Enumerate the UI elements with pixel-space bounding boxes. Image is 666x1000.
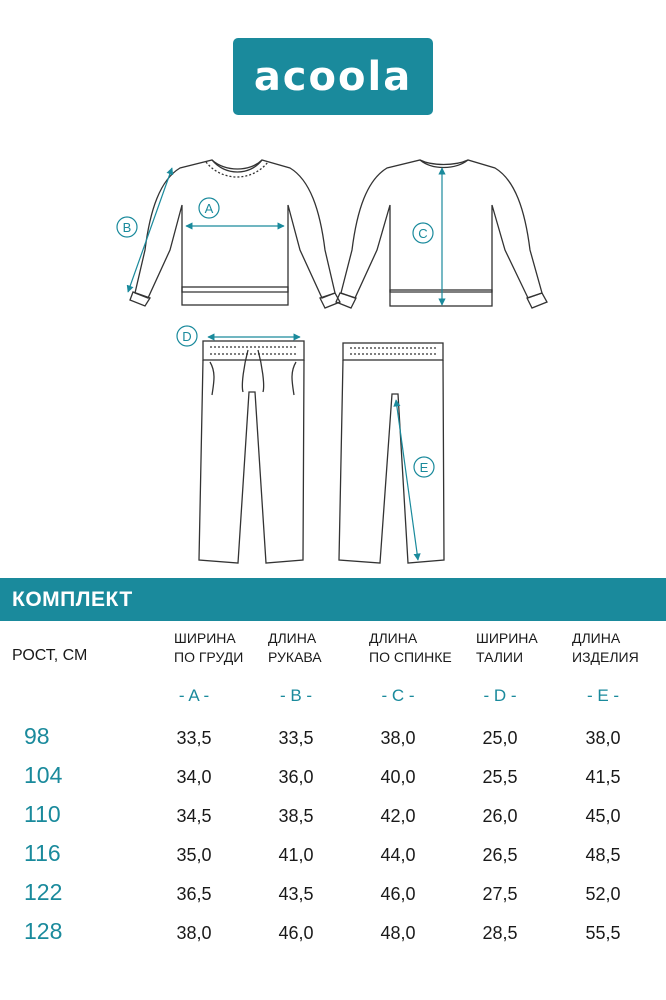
table-cell: 48,0 <box>380 923 416 943</box>
table-cell: 45,0 <box>585 806 621 826</box>
pants-back <box>339 343 444 563</box>
column-header-line: РУКАВА <box>268 649 322 665</box>
column-header-line: ДЛИНА <box>268 630 317 646</box>
row-size: 116 <box>24 840 61 866</box>
table-cell: 26,5 <box>482 845 518 865</box>
table-cell: 38,5 <box>278 806 314 826</box>
table-cell: 34,5 <box>176 806 212 826</box>
column-letter-c: - C - <box>381 686 415 705</box>
table-cell: 46,0 <box>278 923 314 943</box>
column-header-line: ТАЛИИ <box>476 649 524 665</box>
table-cell: 38,0 <box>176 923 212 943</box>
sweatshirt-front <box>130 160 340 308</box>
column-letter-e: - E - <box>586 686 620 705</box>
row-size: 128 <box>24 918 63 944</box>
section-title: КОМПЛЕКТ <box>12 588 133 611</box>
column-header-garment-length <box>572 629 639 667</box>
badge-c: C <box>418 226 428 241</box>
table-cell: 35,0 <box>176 845 212 865</box>
section-band <box>0 578 666 621</box>
column-header-line: ПО ГРУДИ <box>174 649 244 665</box>
badge-b: B <box>122 220 132 235</box>
row-size: 122 <box>24 879 63 905</box>
table-cell: 52,0 <box>585 884 621 904</box>
brand-logo-text: acoola <box>253 53 413 100</box>
row-size: 104 <box>24 762 63 788</box>
pants-front <box>199 341 304 563</box>
table-cell: 46,0 <box>380 884 416 904</box>
table-cell: 41,5 <box>585 767 621 787</box>
table-cell: 36,0 <box>278 767 314 787</box>
table-cell: 43,5 <box>278 884 314 904</box>
table-cell: 44,0 <box>380 845 416 865</box>
table-cell: 55,5 <box>585 923 621 943</box>
table-cell: 40,0 <box>380 767 416 787</box>
column-letter-d: - D - <box>483 686 517 705</box>
table-cell: 38,0 <box>380 728 416 748</box>
table-cell: 27,5 <box>482 884 518 904</box>
table-cell: 28,5 <box>482 923 518 943</box>
table-cell: 25,0 <box>482 728 518 748</box>
column-header-line: ПО СПИНКЕ <box>369 649 452 665</box>
table-cell: 41,0 <box>278 845 314 865</box>
column-header-sleeve-length <box>268 629 322 667</box>
column-letter-b: - B - <box>279 686 313 705</box>
table-cell: 38,0 <box>585 728 621 748</box>
table-cell: 25,5 <box>482 767 518 787</box>
column-header-chest-width <box>174 629 243 667</box>
table-cell: 42,0 <box>380 806 416 826</box>
badge-d: D <box>182 329 192 344</box>
height-column-header: РОСТ, СМ <box>12 647 88 664</box>
row-size: 110 <box>24 801 61 827</box>
column-header-line: ДЛИНА <box>572 630 621 646</box>
table-cell: 36,5 <box>176 884 212 904</box>
column-header-line: ДЛИНА <box>369 630 418 646</box>
column-letter-a: - A - <box>178 686 210 705</box>
row-size: 98 <box>24 723 50 749</box>
badge-e: E <box>419 460 429 475</box>
table-cell: 48,5 <box>585 845 621 865</box>
column-header-line: ШИРИНА <box>174 630 236 646</box>
column-header-waist-width <box>476 629 538 667</box>
table-cell: 33,5 <box>176 728 212 748</box>
table-cell: 26,0 <box>482 806 518 826</box>
measurement-lines <box>128 168 442 560</box>
table-cell: 34,0 <box>176 767 212 787</box>
badge-a: A <box>204 201 214 216</box>
table-cell: 33,5 <box>278 728 314 748</box>
column-header-line: ИЗДЕЛИЯ <box>572 649 639 665</box>
column-header-back-length <box>369 629 452 667</box>
column-header-line: ШИРИНА <box>476 630 538 646</box>
